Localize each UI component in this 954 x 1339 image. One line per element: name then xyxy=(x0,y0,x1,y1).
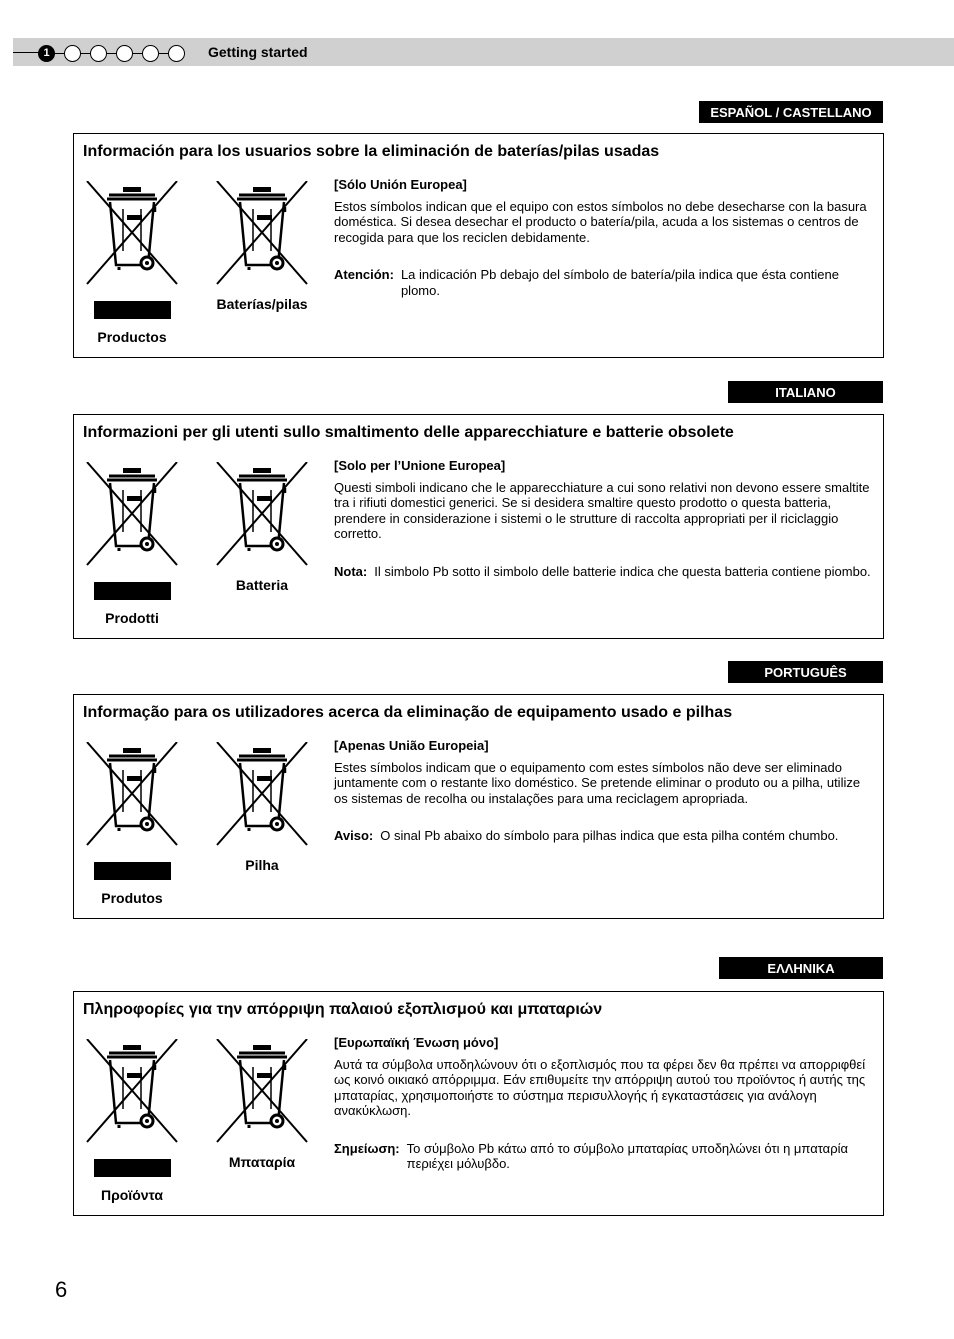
crossed-bin-icon xyxy=(83,462,181,566)
crossed-bin-icon xyxy=(213,462,311,566)
products-label: Produtos xyxy=(101,890,163,906)
body-paragraph: Estes símbolos indicam que o equipamento com estes símbolos não deve ser eliminado juntamente com o restante lixo doméstico. Se pretende eliminar o produto ou a pilha, utilize os sistemas de recolha ou instalações para uma reciclagem apropriada. xyxy=(334,759,861,806)
language-tag: ESPAÑOL / CASTELLANO xyxy=(699,101,883,123)
section-title: Πληροφορίες για την απόρριψη παλαιού εξοπλισμού και μπαταριών xyxy=(83,1001,603,1018)
body-paragraph: Αυτά τα σύμβολα υποδηλώνουν ότι ο εξοπλισμός που τα φέρει δεν θα πρέπει να απορριφθεί ως κοινό οικιακό απόρριμμα. Εάν επιθυμείτε την απόρριψη αυτού του προϊόντος ή αυτής της μπαταρίας, χρησιμοποιήστε το σύστημα περισυλλογής ή εγκαταστάσεις για ανάλογη ανακύκλωση. xyxy=(334,1056,866,1118)
note-text: Il simbolo Pb sotto il simbolo delle batterie indica che questa batteria contiene piombo. xyxy=(374,563,871,579)
note-label: Atención: xyxy=(334,267,394,282)
products-label: Προϊόντα xyxy=(100,1187,163,1203)
batteries-label: Μπαταρία xyxy=(228,1154,296,1170)
text-column xyxy=(334,1035,874,1172)
note-label: Σημείωση: xyxy=(334,1140,400,1156)
crossed-bin-icon xyxy=(83,742,181,846)
disposal-info-section xyxy=(73,133,884,358)
crossed-bin-icon xyxy=(83,181,181,285)
section-title: Informação para os utilizadores acerca da eliminação de equipamento usado e pilhas xyxy=(83,704,733,721)
crossed-bin-icon xyxy=(213,181,311,285)
language-tag: ΕΛΛΗΝΙΚΑ xyxy=(719,957,883,979)
chapter-step xyxy=(90,45,107,62)
body-paragraph: Estos símbolos indican que el equipo con estos símbolos no debe desecharse con la basura doméstica. Si desea desechar el producto o batería/pila, acuda a los sistemas o centros de recogida para que los reciclen debidamente. xyxy=(334,198,867,245)
products-label: Prodotti xyxy=(105,610,159,626)
region-subhead: [Apenas União Europeia] xyxy=(334,738,489,753)
text-column xyxy=(334,458,874,579)
body-paragraph: Questi simboli indicano che le apparecchiature a cui sono relativi non devono essere smaltite tra i rifiuti domestici generici. Se si desidera smaltire questo prodotto o questa batteria, prendere in considerazione i sistemi o le strutture di raccolta appropriati per il riciclaggio corretto. xyxy=(334,479,870,541)
products-label: Productos xyxy=(97,329,167,345)
section-title: Informazioni per gli utenti sullo smaltimento delle apparecchiature e batterie obsolete xyxy=(83,424,734,441)
region-subhead: [Sólo Unión Europea] xyxy=(334,177,467,192)
disposal-info-section xyxy=(73,991,884,1216)
note xyxy=(334,1141,874,1172)
region-subhead: [Solo per l’Unione Europea] xyxy=(334,458,506,473)
chapter-step xyxy=(168,45,185,62)
language-tag: ITALIANO xyxy=(728,381,883,403)
note-text: Το σύμβολο Pb κάτω από το σύμβολο μπαταρίας υποδηλώνει ότι η μπαταρία περιέχει μόλυβδο. xyxy=(406,1140,848,1171)
text-column xyxy=(334,738,874,844)
note-label: Nota: xyxy=(334,563,368,579)
note xyxy=(334,828,874,844)
batteries-label: Pilha xyxy=(245,857,279,873)
chapter-steps xyxy=(38,43,194,63)
black-bar xyxy=(94,582,171,600)
page-number: 6 xyxy=(55,1277,68,1302)
chapter-step xyxy=(116,45,133,62)
black-bar xyxy=(94,862,171,880)
chapter-step xyxy=(64,45,81,62)
note-label: Aviso: xyxy=(334,828,374,843)
disposal-info-section xyxy=(73,414,884,639)
language-tag: PORTUGUÊS xyxy=(728,661,883,683)
batteries-label: Batteria xyxy=(235,577,289,593)
crossed-bin-icon xyxy=(83,1039,181,1143)
black-bar xyxy=(94,301,171,319)
crossed-bin-icon xyxy=(213,1039,311,1143)
crossed-bin-icon xyxy=(213,742,311,846)
chapter-step-active: 1 xyxy=(38,45,55,62)
region-subhead: [Ευρωπαϊκή Ένωση μόνο] xyxy=(334,1035,499,1050)
breadcrumb: Getting started xyxy=(208,44,308,60)
text-column xyxy=(334,177,874,298)
batteries-label: Baterías/pilas xyxy=(216,296,308,312)
note xyxy=(334,564,874,580)
note xyxy=(334,267,874,298)
chapter-step xyxy=(142,45,159,62)
note-text: La indicación Pb debajo del símbolo de batería/pila indica que ésta contiene plomo. xyxy=(400,267,839,298)
black-bar xyxy=(94,1159,171,1177)
disposal-info-section xyxy=(73,694,884,919)
section-title: Información para los usuarios sobre la eliminación de baterías/pilas usadas xyxy=(83,143,660,160)
note-text: O sinal Pb abaixo do símbolo para pilhas indica que esta pilha contém chumbo. xyxy=(380,828,839,843)
